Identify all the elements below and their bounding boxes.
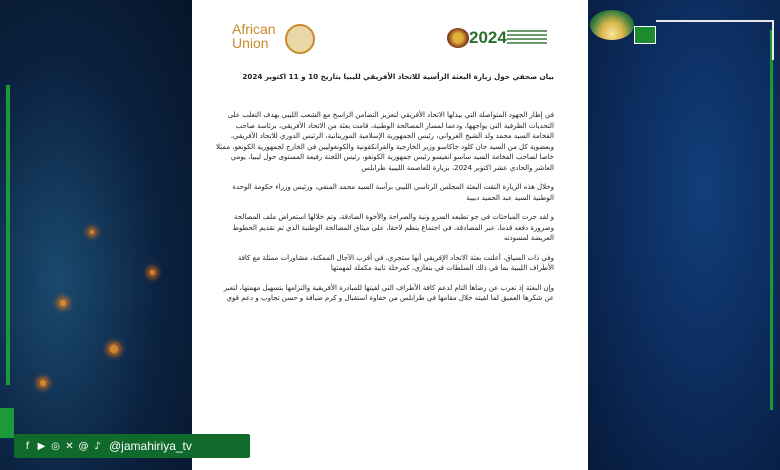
au-line-2: Union [232,35,269,51]
african-union-logo [232,22,276,50]
tiktok-icon[interactable]: ♪ [94,440,101,452]
channel-emblem-icon [590,10,634,40]
african-union-emblem-icon [285,24,315,54]
right-accent-strip [770,30,773,410]
decor-light [60,300,66,306]
threads-icon[interactable]: @ [78,440,89,452]
press-release-document [192,0,588,470]
decor-light [40,380,46,386]
social-icons [22,441,103,452]
background-left-panel [0,0,192,470]
au-2024-caption-lines [507,30,547,44]
au-2024-year: 2024 [469,28,507,47]
statement-heading: بيان صحفي حول زيارة البعثة الرأسية للاتحاد الأفريقي لليبيا بتاريخ 10 و 11 اكتوبر 2024 [242,72,554,81]
facebook-icon[interactable]: f [25,440,30,452]
au-2024-logo [447,26,507,52]
decor-light [90,230,94,234]
au-line-1: African [232,21,276,37]
youtube-icon[interactable]: ▶ [37,440,46,452]
statement-paragraph: وخلال هذه الزيارة التقت البعثة المجلس الرئاسي الليبي برأسة السيد محمد المنفي، ورئيس وزراء حكومة الوحدة الوطنية السيد عبد الحميد دبيبة [232,183,554,202]
social-footer [14,434,250,458]
corner-frame-side [772,20,774,60]
statement-body [216,110,554,313]
statement-paragraph: و لقد جرت المباحثات في جو تطبعه السرو ونية والصراحة والأخوة الصادقة، وتم خلالها استعراض ملف المصالحة وضرورة دفعه قدما، عبر المصادقة، في اجتماع ينظم لاحقا، على ميثاق المصالحة الوطنية الذي تم تقديم الخطوط العريضة لمسودته [232,213,554,242]
background-right-panel [588,0,780,470]
social-handle[interactable]: @jamahiriya_tv [109,439,192,453]
statement-paragraph: في إطار الجهود المتواصلة التي يبذلها الاتحاد الأفريقي لتعزيز التضامن الراسخ مع الشعب الليبي بهدف التغلب على التحديات الظرفية التي يواجهها، ودعما لمسار المصالحة الوطنية، قامت بعثة من الاتحاد الأفريقي، برئاسة صاحب الفخامة السيد محمد ولد الشيخ الغزواني، رئيس الجمهورية الإسلامية الموريتانية، الرئيس الدوري للاتحاد الأفريقي، وبعضوية كل من السيد جان كلود جاكاسو وزير الخارجية والفرانكفونية والكونغوليين في الخارج لجمهورية الكونغو، ممثلا خاصا لصاحب الفخامة السيد ساسو انغيسو رئيس جمهورية الكونغو، رئيس اللجنة رفيعة المستوى حول ليبيا، يومي العاشر والحادي عشر اكتوبر 2024، بزيارة للعاصمة الليبية طرابلس [216,111,554,172]
channel-badge-icon [634,26,656,44]
header-logos [192,10,588,50]
footer-accent [0,408,14,438]
statement-paragraph: وفي ذات السياق، أعلنت بعثة الاتحاد الإفريقي أنها ستجري، في أقرب الآجال الممكنة، مشاورات ممثلة مع كافة الأطراف الليبية بما في ذلك السلطات في بنغازي، كمرحلة ثانية مكملة لمهمتها [237,253,554,272]
statement-paragraph: وإن البعثة إذ تعرب عن رضاها التام لدعم كافة الأطراف التي لقيتها للمبادرة الأفريقية والتزامها بتسهيل مهمتها، لتعبر عن شكرها العميق لما لقيته خلال مقامها في طرابلس من حفاوة استقبال و كرم ضيافة و حسن تجاوب و دعم قوي [223,283,554,302]
decor-light [110,345,118,353]
x-icon[interactable]: ✕ [65,440,74,452]
decor-light [150,270,155,275]
left-accent-strip [6,85,10,385]
au-2024-emblem-icon [447,28,469,48]
instagram-icon[interactable]: ◎ [51,440,60,452]
corner-frame-top [656,20,774,22]
